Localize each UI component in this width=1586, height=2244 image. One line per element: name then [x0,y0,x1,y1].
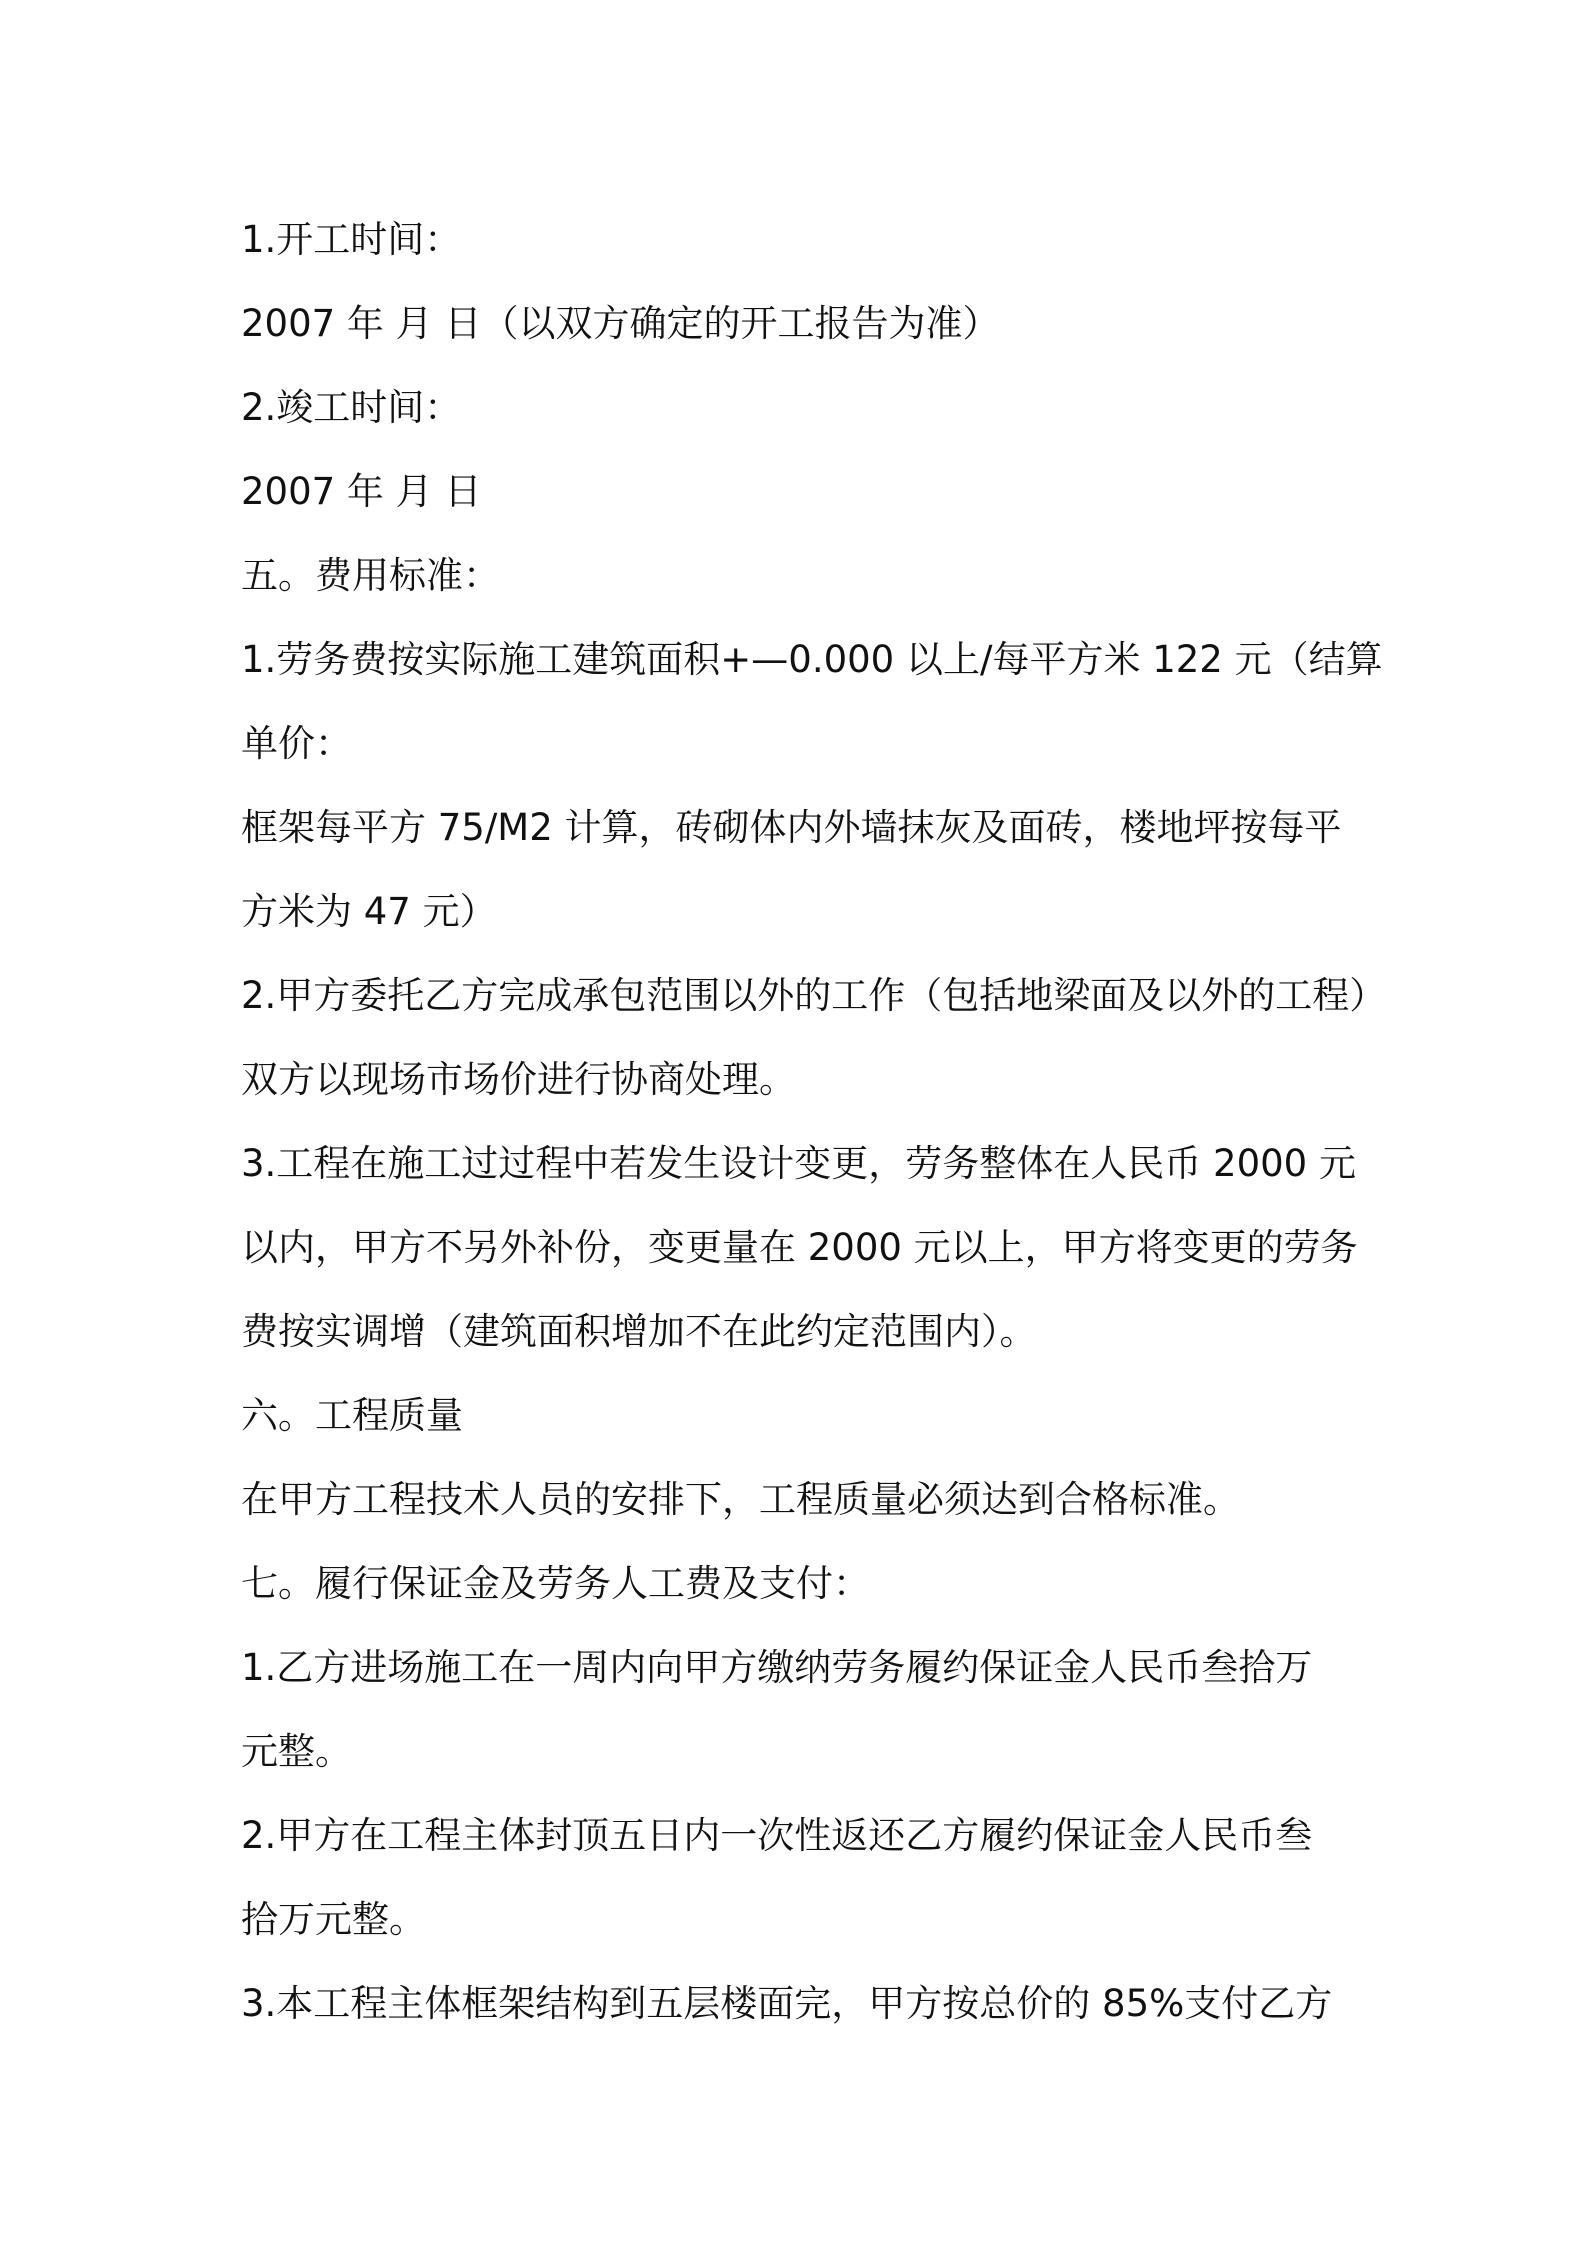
paragraph-line: 框架每平方 75/M2 计算，砖砌体内外墙抹灰及面砖，楼地坪按每平 [241,806,1342,849]
paragraph-line: 3.工程在施工过过程中若发生设计变更，劳务整体在人民币 2000 元 [241,1142,1356,1185]
paragraph-line: 以内，甲方不另外补份，变更量在 2000 元以上，甲方将变更的劳务 [241,1226,1358,1269]
paragraph-line: 拾万元整。 [241,1898,426,1941]
document-body [241,198,1387,2046]
paragraph-line: 2.甲方委托乙方完成承包范围以外的工作（包括地梁面及以外的工程） [241,974,1387,1017]
paragraph-line: 方米为 47 元） [241,890,497,933]
start-time-heading: 1.开工时间： [241,218,462,261]
paragraph-line: 费按实调增（建筑面积增加不在此约定范围内）。 [241,1310,1037,1353]
paragraph-line: 在甲方工程技术人员的安排下，工程质量必须达到合格标准。 [241,1478,1240,1521]
paragraph-line: 1.劳务费按实际施工建筑面积+—0.000 以上/每平方米 122 元（结算 [241,638,1383,681]
section-heading-fee-standard: 五。费用标准： [241,554,500,597]
paragraph-line: 1.乙方进场施工在一周内向甲方缴纳劳务履约保证金人民币叁拾万 [241,1646,1313,1689]
paragraph-line: 元整。 [241,1730,352,1773]
start-time-value: 2007 年 月 日（以双方确定的开工报告为准） [241,302,1000,345]
completion-time-value: 2007 年 月 日 [241,470,482,513]
paragraph-line: 3.本工程主体框架结构到五层楼面完，甲方按总价的 85%支付乙方 [241,1982,1333,2025]
paragraph-line: 双方以现场市场价进行协商处理。 [241,1058,796,1101]
paragraph-line: 单价： [241,722,352,765]
section-heading-deposit-payment: 七。履行保证金及劳务人工费及支付： [241,1562,870,1605]
completion-time-heading: 2.竣工时间： [241,386,462,429]
paragraph-line: 2.甲方在工程主体封顶五日内一次性返还乙方履约保证金人民币叁 [241,1814,1313,1857]
section-heading-quality: 六。工程质量 [241,1394,463,1437]
